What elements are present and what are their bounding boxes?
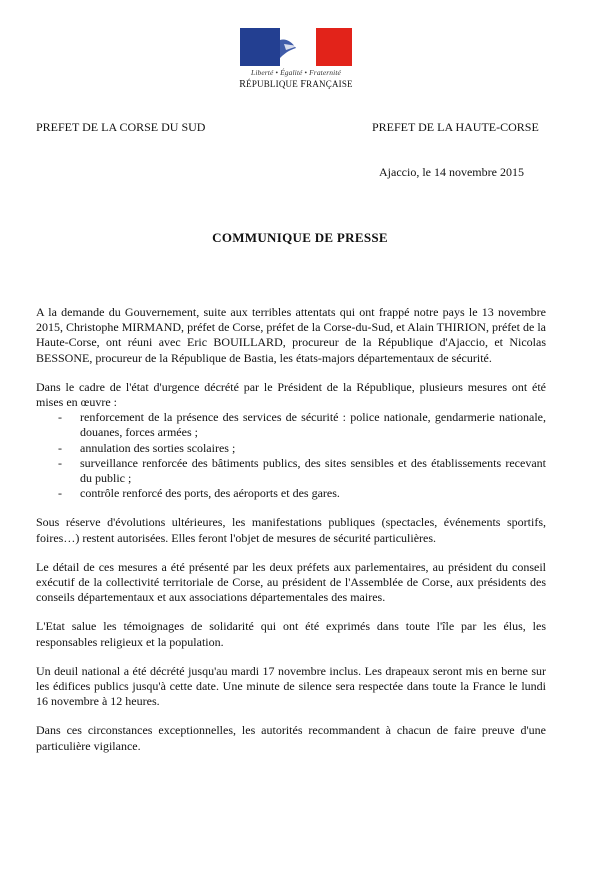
prefect-haute-corse: PREFET DE LA HAUTE-CORSE xyxy=(372,120,539,134)
republic-name: RÉPUBLIQUE FRANÇAISE xyxy=(239,79,353,90)
list-item: - annulation des sorties scolaires ; xyxy=(58,440,236,455)
list-item: - renforcement de la présence des services de sécurité : police nationale, gendarmerie nationale, douanes, forces armées ; xyxy=(58,410,546,440)
document-date: Ajaccio, le 14 novembre 2015 xyxy=(379,165,524,179)
republic-motto: Liberté • Égalité • Fraternité xyxy=(251,68,341,77)
list-item: - contrôle renforcé des ports, des aéroports et des gares. xyxy=(58,486,340,501)
paragraph-measures-intro: Dans le cadre de l'état d'urgence décrété par le Président de la République, plusieurs mesures ont été mises en œuvre : xyxy=(36,379,546,410)
prefect-corse-du-sud: PREFET DE LA CORSE DU SUD xyxy=(36,120,206,134)
paragraph-mourning: Un deuil national a été décrété jusqu'au mardi 17 novembre inclus. Les drapeaux seront mis en berne sur les édifices publics jusqu'à cette date. Une minute de silence sera respectée dans toute la France le lundi 16 novembre à 12 heures. xyxy=(36,663,546,709)
measures-list xyxy=(36,410,546,501)
paragraph-briefing: Le détail de ces mesures a été présenté par les deux préfets aux parlementaires, au président du conseil exécutif de la collectivité territoriale de Corse, au président de l'Assemblée de Corse, aux présidents des conseils départementaux et aux associations départementales des maires. xyxy=(36,559,546,605)
paragraph-intro: A la demande du Gouvernement, suite aux terribles attentats qui ont frappé notre pays le 13 novembre 2015, Christophe MIRMAND, préfet de Corse, préfet de la Corse-du-Sud, et Alain THIRION, préfet de la Haute-Corse, ont réuni avec Eric BOUILLARD, procureur de la République d'Ajaccio, et Nicolas BESSONE, procureur de la République de Bastia, les états-majors départementaux de sécurité. xyxy=(36,305,546,365)
paragraph-events: Sous réserve d'évolutions ultérieures, les manifestations publiques (spectacles, événements sportifs, foires…) restent autorisées. Elles feront l'objet de mesures de sécurité particulières. xyxy=(36,515,546,545)
paragraph-solidarity: L'Etat salue les témoignages de solidarité qui ont été exprimés dans toute l'île par les élus, les responsables religieux et la population. xyxy=(36,619,546,649)
paragraph-vigilance: Dans ces circonstances exceptionnelles, les autorités recommandent à chacun de faire preuve d'une particulière vigilance. xyxy=(36,723,546,753)
flag-blue-band xyxy=(240,28,280,66)
page-title: COMMUNIQUE DE PRESSE xyxy=(212,230,388,245)
document-body xyxy=(36,305,546,754)
flag-red-band xyxy=(316,28,352,66)
marianne-logo xyxy=(236,28,356,90)
list-item: - surveillance renforcée des bâtiments publics, des sites sensibles et des établissements recevant du public ; xyxy=(58,455,546,486)
marianne-flag-icon xyxy=(240,28,352,66)
